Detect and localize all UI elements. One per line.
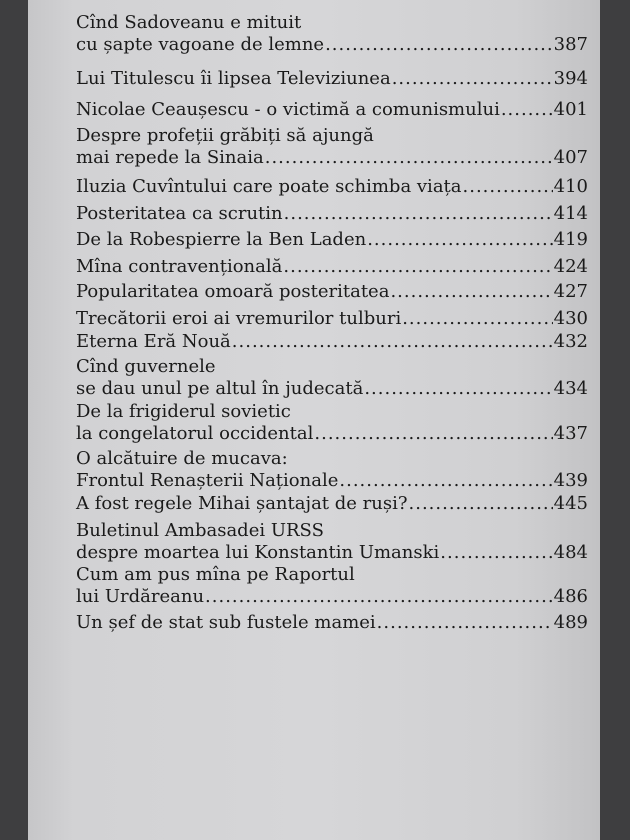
dot-leader	[265, 147, 553, 169]
toc-entry-title-line: Frontul Renașterii Naționale	[76, 470, 339, 491]
toc-entry-title-line: Eterna Eră Nouă	[76, 331, 231, 352]
toc-page-number: 419	[553, 229, 588, 250]
toc-entry-title-line: Un șef de stat sub fustele mamei	[76, 612, 376, 633]
dot-leader	[440, 542, 552, 564]
dot-leader	[402, 308, 552, 330]
toc-entry	[76, 68, 588, 90]
dot-leader	[339, 470, 552, 492]
toc-entry	[76, 281, 588, 303]
toc-page-number: 401	[553, 99, 588, 120]
dot-leader	[392, 68, 553, 90]
toc-entry	[76, 256, 588, 278]
toc-entry	[76, 99, 588, 121]
toc-entry	[76, 12, 588, 56]
toc-entry-title-line: se dau unul pe altul în judecată	[76, 378, 364, 399]
toc-entry-title-line: Posteritatea ca scrutin	[76, 203, 283, 224]
dot-leader	[463, 176, 553, 198]
toc-entry-title-line: O alcătuire de mucava:	[76, 448, 288, 469]
toc-entry	[76, 229, 588, 251]
dot-leader	[409, 493, 553, 515]
toc-entry	[76, 203, 588, 225]
toc-page-number: 432	[553, 331, 588, 352]
dot-leader	[501, 99, 553, 121]
toc-entry-title-line: Cînd guvernele	[76, 356, 216, 377]
dot-leader	[377, 612, 553, 634]
toc-entry	[76, 564, 588, 608]
dot-leader	[232, 331, 553, 353]
toc-page-number: 445	[553, 493, 588, 514]
toc-entry-title-line: Trecătorii eroi ai vremurilor tulburi	[76, 308, 402, 329]
toc-entry-title-line: mai repede la Sinaia	[76, 147, 264, 168]
toc-entry-title-line: Popularitatea omoară posteritatea	[76, 281, 390, 302]
toc-page-number: 430	[553, 308, 588, 329]
toc-entry-title-line: Mîna contravențională	[76, 256, 283, 277]
toc-entry-title-line: Iluzia Cuvîntului care poate schimba viața	[76, 176, 462, 197]
toc-entry	[76, 401, 588, 445]
toc-entry	[76, 612, 588, 634]
toc-page-number: 427	[553, 281, 588, 302]
book-page	[28, 0, 600, 840]
dot-leader	[205, 586, 553, 608]
toc-entry-title-line: Buletinul Ambasadei URSS	[76, 520, 324, 541]
dot-leader	[325, 34, 553, 56]
toc-page-number: 387	[553, 34, 588, 55]
dot-leader	[283, 256, 552, 278]
toc-entry-title-line: Lui Titulescu îi lipsea Televiziunea	[76, 68, 391, 89]
toc-page-number: 486	[553, 586, 588, 607]
toc-entry-title-line: De la frigiderul sovietic	[76, 401, 291, 422]
toc-entry-title-line: De la Robespierre la Ben Laden	[76, 229, 367, 250]
toc-entry-title-line: lui Urdăreanu	[76, 586, 205, 607]
toc-page-number: 424	[553, 256, 588, 277]
toc-entry	[76, 308, 588, 330]
toc-entry	[76, 125, 588, 169]
dot-leader	[367, 229, 552, 251]
toc-entry	[76, 493, 588, 515]
toc-page-number: 434	[553, 378, 588, 399]
toc-entry-title-line: A fost regele Mihai șantajat de ruși?	[76, 493, 408, 514]
dot-leader	[364, 378, 552, 400]
toc-entry-title-line: Despre profeții grăbiți să ajungă	[76, 125, 374, 146]
toc-entry	[76, 448, 588, 492]
dot-leader	[314, 423, 552, 445]
toc-page-number: 439	[553, 470, 588, 491]
toc-page-number: 394	[553, 68, 588, 89]
toc-entry	[76, 356, 588, 400]
toc-entry	[76, 176, 588, 198]
toc-entry-title-line: cu șapte vagoane de lemne	[76, 34, 325, 55]
toc-entry-title-line: Nicolae Ceaușescu - o victimă a comunismului	[76, 99, 500, 120]
toc-entry-title-line: Cum am pus mîna pe Raportul	[76, 564, 355, 585]
toc-entry-title-line: la congelatorul occidental	[76, 423, 314, 444]
toc-entry-title-line: Cînd Sadoveanu e mituit	[76, 12, 302, 33]
toc-page-number: 484	[553, 542, 588, 563]
dot-leader	[390, 281, 552, 303]
toc-page-number: 437	[553, 423, 588, 444]
toc-page-number: 489	[553, 612, 588, 633]
toc-entry	[76, 331, 588, 353]
toc-entry-title-line: despre moartea lui Konstantin Umanski	[76, 542, 440, 563]
toc-page-number: 407	[553, 147, 588, 168]
toc-page-number: 414	[553, 203, 588, 224]
toc-entry	[76, 520, 588, 564]
toc-page-number: 410	[553, 176, 588, 197]
dot-leader	[284, 203, 553, 225]
